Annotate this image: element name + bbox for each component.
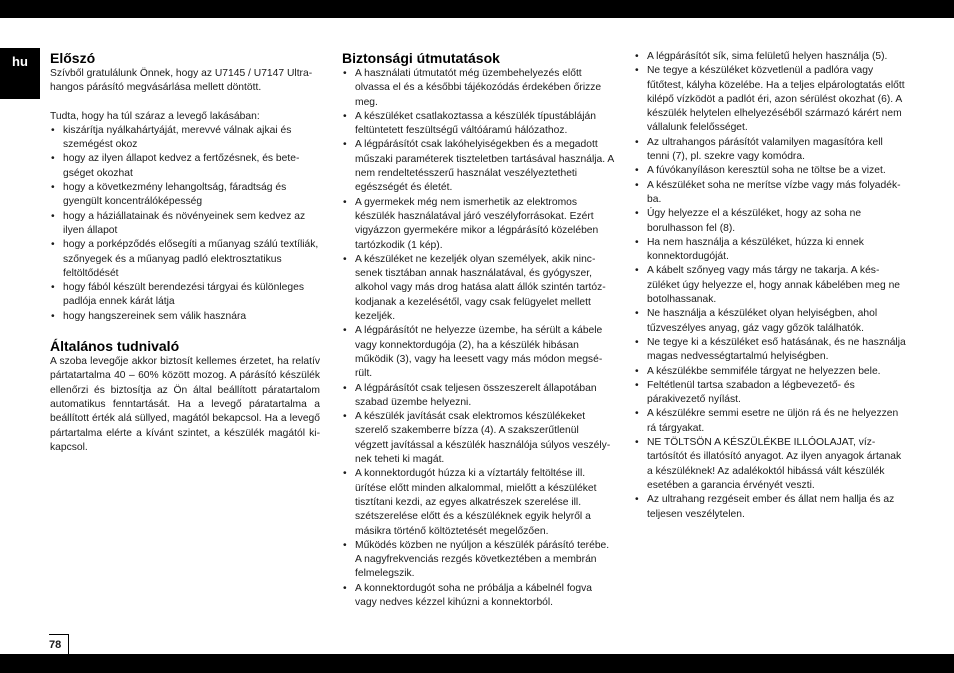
language-tab: hu (0, 48, 40, 99)
page-number: 78 (49, 634, 69, 655)
list-item: • A légpárásítót csak teljesen összeszerelt állapotában szabad üzembe helyezni. (342, 382, 614, 411)
list-item: • A konnektordugót soha ne próbálja a kábelnél fogva vagy nedves kézzel kihúzni a konnektorból. (342, 582, 614, 611)
list-item: • A fúvókanyíláson keresztül soha ne töltse be a vizet. (634, 164, 906, 178)
list-item: • A légpárásítót sík, sima felületű helyen használja (5). (634, 50, 906, 64)
list-item: • NE TÖLTSÖN A KÉSZÜLÉKBE ILLÓOLAJAT, víz-tartósítót és illatósító anyagot. Az ilyen anyagok ártanak a készüléknek! Az adalékoktól hibássá vált készülék esetében a garancia érvényét veszti. (634, 436, 906, 493)
list-item: • A kábelt szőnyeg vagy más tárgy ne takarja. A készüléket úgy helyezze el, hogy annak kábelében meg ne botolhassanak. (634, 264, 906, 307)
foreword-intro: Szívből gratulálunk Önnek, hogy az U7145 / U7147 Ultrahangos párásító megvásárlása mellett döntött. (50, 68, 313, 94)
list-item: • A használati útmutatót még üzembehelyezés előtt olvassa el és a későbbi tájékozódás érdekében őrizze meg. (342, 67, 614, 110)
list-item: • A készüléket csatlakoztassa a készülék típustábláján feltüntetett feszültségű váltóáramú hálózathoz. (342, 110, 614, 139)
list-item: • Működés közben ne nyúljon a készülék párásító terébe. A nagyfrekvenciás rezgés következtében a membrán felmelegszik. (342, 539, 614, 582)
foreword-heading: Előszó (50, 50, 96, 66)
foreword-list (50, 124, 320, 324)
list-item: • hogy a porképződés elősegíti a műanyag szálú textíliák, szőnyegek és a műanyag padló elektrosztatikus feltöltődését (50, 238, 320, 281)
list-item: • A készüléket ne kezeljék olyan személyek, akik nincsenek tisztában annak használatával, és gyógyszer, alkohol vagy más drog hatása alatt állók szintén tartózkodjanak a kezelésétől, vagy csak felügyelet mellett kezeljék. (342, 253, 614, 324)
safety-list-continued (634, 50, 906, 522)
list-item: • A konnektordugót húzza ki a víztartály feltöltése ill. ürítése előtt minden alkalommal, mielőtt a készüléket tisztítani kezdi, az egyes alkatrészek szerelése ill. szétszerelése előtt és a készüléknek egyik helyről a másikra történő költöztetését megelőzően. (342, 467, 614, 538)
list-item: • A légpárásítót csak lakóhelyiségekben és a megadott műszaki paraméterek tiszteletben tartásával használja. A nem rendeltetésszerű használat veszélyeztetheti egészségét és életét. (342, 138, 614, 195)
list-item: • A gyermekek még nem ismerhetik az elektromos készülék használatával járó veszélyforrásokat. Ezért vigyázzon gyermekére mikor a légpárásító közelében tartózkodik (1 kép). (342, 196, 614, 253)
column-middle (342, 50, 614, 610)
list-item: • A készülékre semmi esetre ne üljön rá és ne helyezzen rá tárgyakat. (634, 407, 906, 436)
list-item: • Úgy helyezze el a készüléket, hogy az soha ne borulhasson fel (8). (634, 207, 906, 236)
safety-heading: Biztonsági útmutatások (342, 50, 500, 66)
list-item: • hogy fából készült berendezési tárgyai és különleges padlója ennek kárát látja (50, 281, 320, 310)
list-item: • A készüléket soha ne merítse vízbe vagy más folyadékba. (634, 179, 906, 208)
general-text: A szoba levegője akkor biztosít kellemes érzetet, ha relatív pártatartalma 40 – 60% között mozog. A párásító készülék ellenőrzi és biztosítja az Ön által beállított páratartalom automatikus fenntartását. Ha a levegő páratartalma a beállított érték alá süllyed, magától bekapcsol. Ha a levegő pártartalma elérte a kívánt szintet, a készülék magától kikapcsol. (50, 356, 320, 453)
list-item: • Ne tegye a készüléket közvetlenül a padlóra vagy fűtőtest, kályha közelébe. Ha a teljes elpárologtatás előtt kilépő vízködöt a padlót éri, azon sérülést okozhat (6). A készülék helytelen elhelyezéséből származó kárért nem vállalunk felelősséget. (634, 64, 906, 135)
list-item: • Az ultrahangos párásítót valamilyen magasítóra kell tenni (7), pl. szekre vagy komódra. (634, 136, 906, 165)
list-item: • hogy a háziállatainak és növényeinek sem kedvez az ilyen állapot (50, 210, 320, 239)
bottom-black-bar (0, 654, 954, 673)
list-item: • hogy az ilyen állapot kedvez a fertőzésnek, és betegséget okozhat (50, 152, 320, 181)
list-item: • kiszárítja nyálkahártyáját, merevvé válnak ajkai és szemégést okoz (50, 124, 320, 153)
foreword-lead: Tudta, hogy ha túl száraz a levegő lakásában: (50, 110, 260, 122)
column-right (634, 50, 906, 522)
list-item: • A légpárásítót ne helyezze üzembe, ha sérült a kábele vagy konnektordugója (2), ha a készülék hibásan működik (3), vagy ha leesett vagy más módon megsérült. (342, 324, 614, 381)
safety-list (342, 67, 614, 610)
top-black-bar (0, 0, 954, 18)
list-item: • Ha nem használja a készüléket, húzza ki ennek konnektordugóját. (634, 236, 906, 265)
list-item: • A készülékbe semmiféle tárgyat ne helyezzen bele. (634, 365, 906, 379)
list-item: • A készülék javítását csak elektromos készülékeket szerelő szakemberre bízza (4). A szakszerűtlenül végzett javítással a készülék használója súlyos veszélynek teheti ki magát. (342, 410, 614, 467)
list-item: • Ne használja a készüléket olyan helyiségben, ahol tűzveszélyes anyag, gáz vagy gőzök találhatók. (634, 307, 906, 336)
general-heading: Általános tudnivaló (50, 338, 180, 355)
list-item: • Az ultrahang rezgéseit ember és állat nem hallja és az teljesen veszélytelen. (634, 493, 906, 522)
list-item: • Feltétlenül tartsa szabadon a légbevezető- és párakivezető nyílást. (634, 379, 906, 408)
list-item: • hogy a következmény lehangoltság, fáradtság és gyengült koncentrálóképesség (50, 181, 320, 210)
column-left (50, 50, 320, 455)
list-item: • hogy hangszereinek sem válik hasznára (50, 310, 320, 324)
list-item: • Ne tegye ki a készüléket eső hatásának, és ne használja magas nedvességtartalmú helyiségben. (634, 336, 906, 365)
